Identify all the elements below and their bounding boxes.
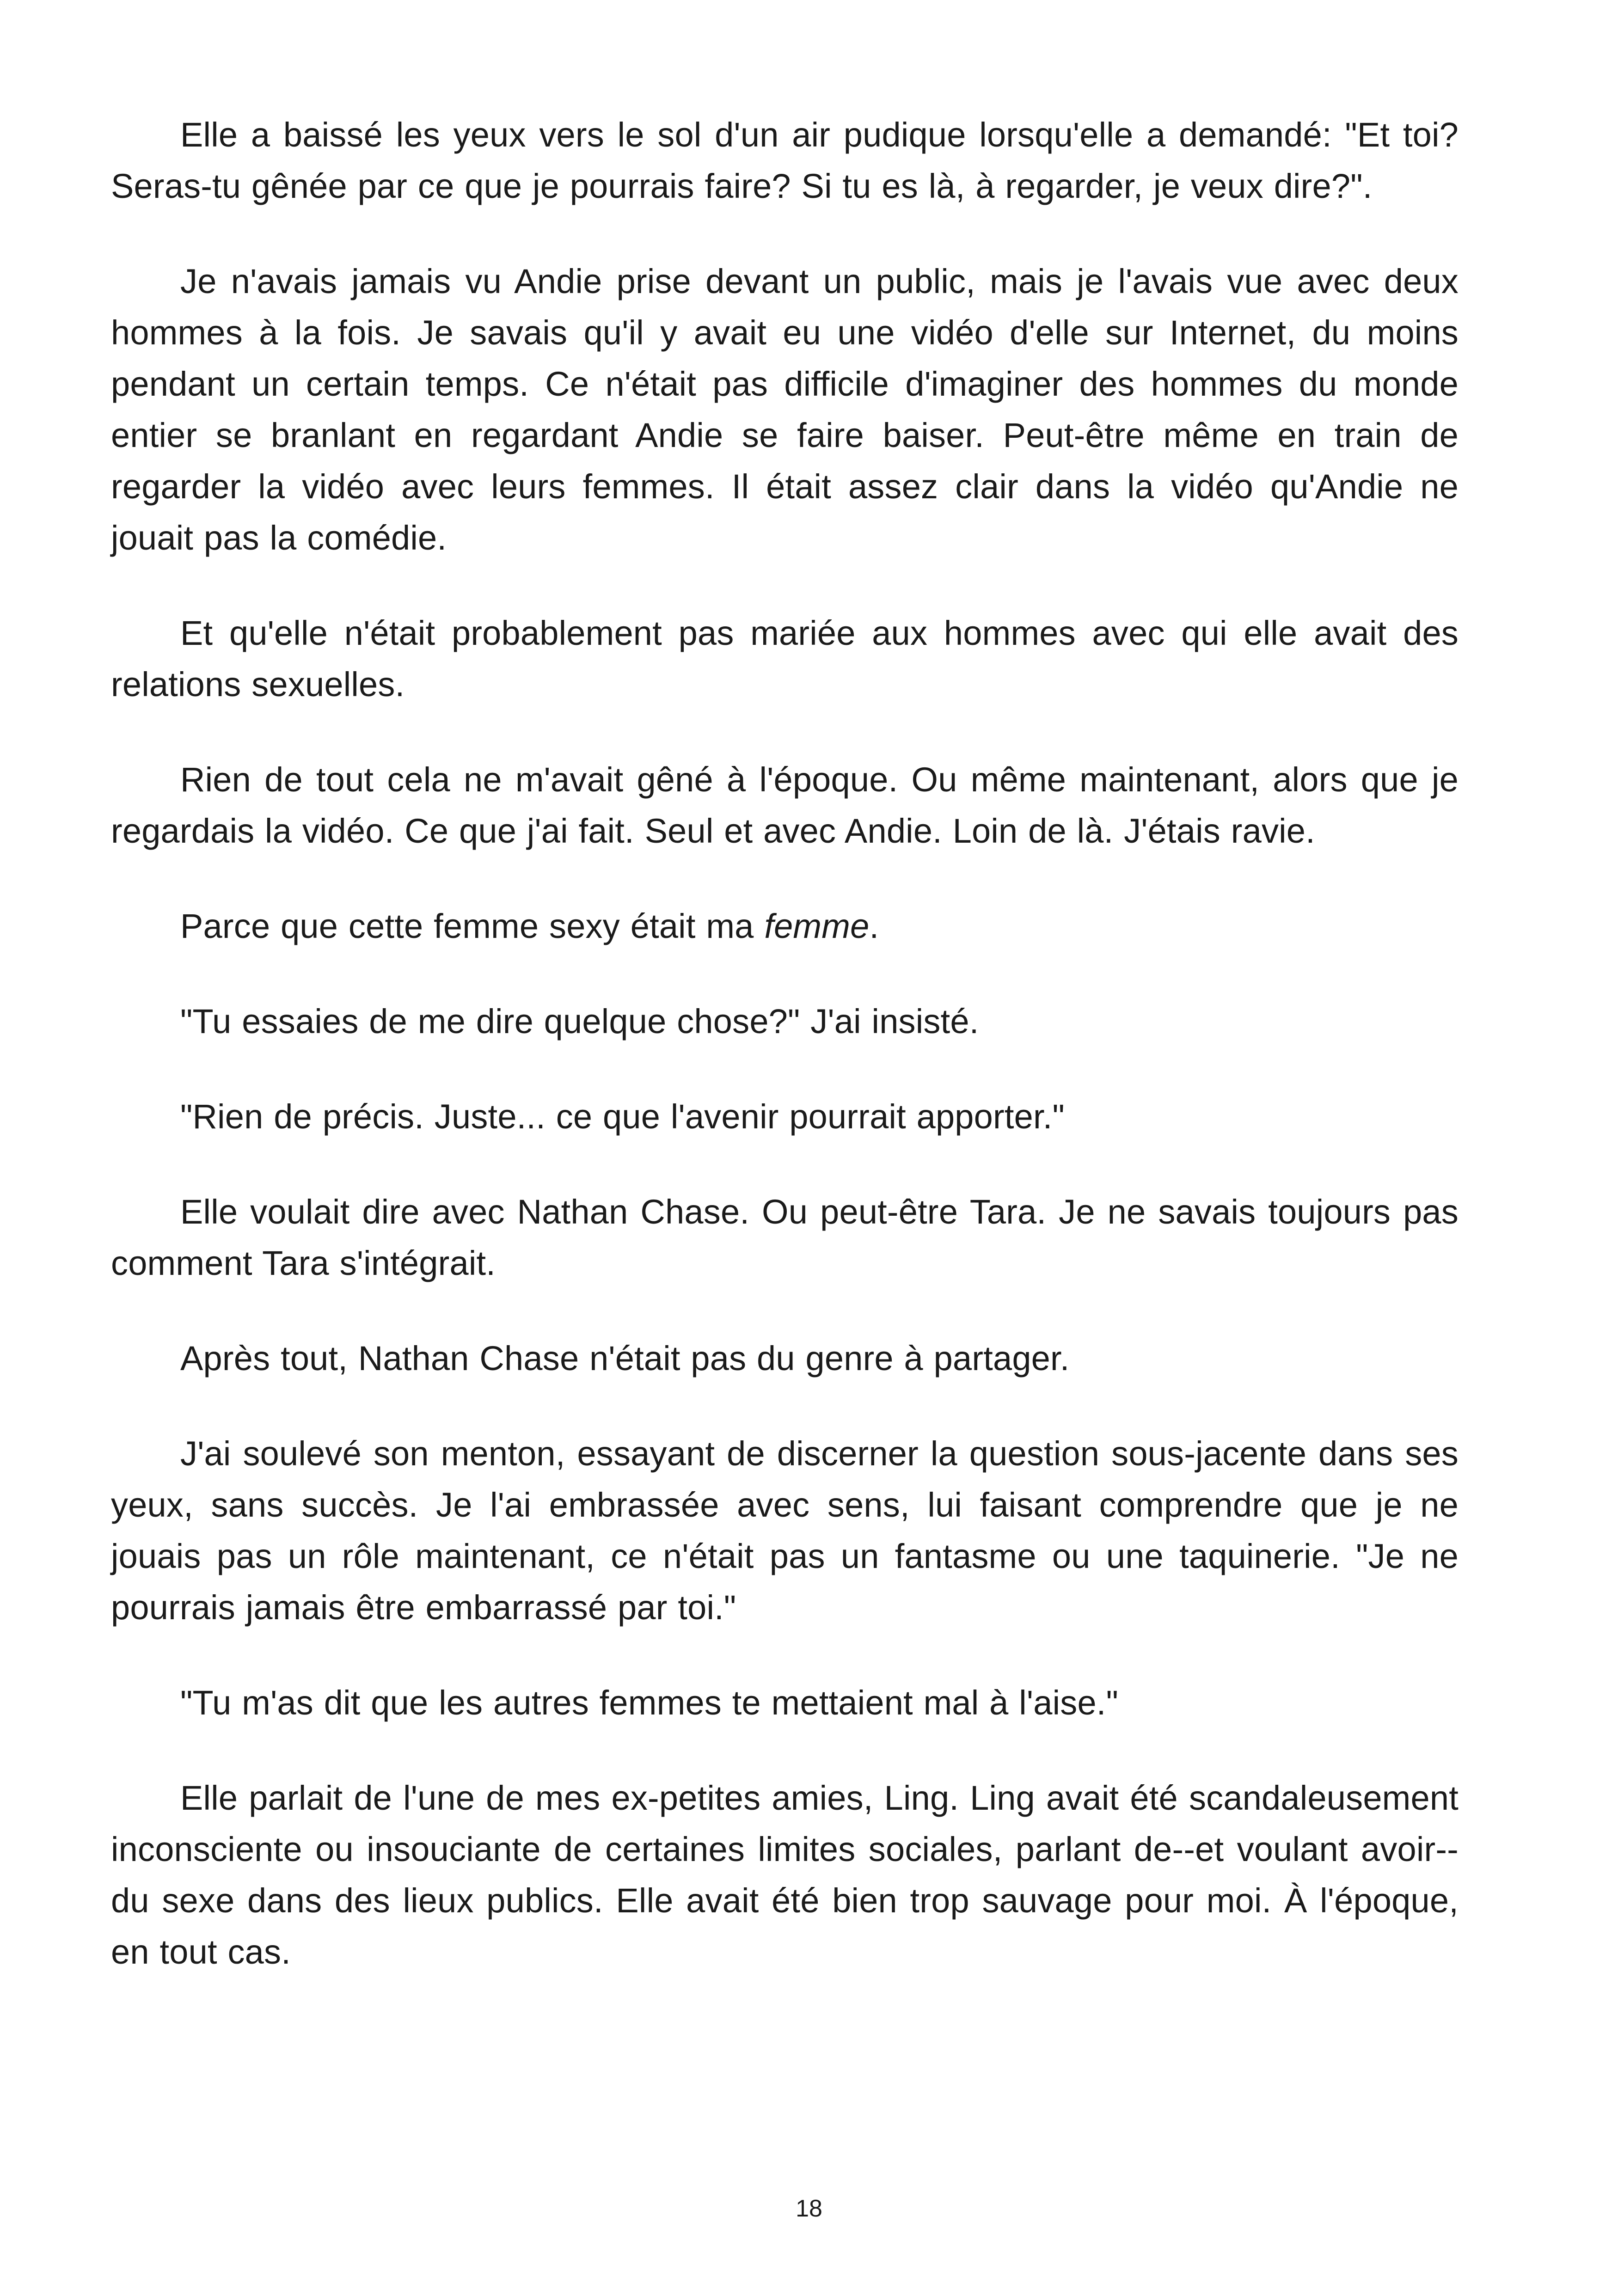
paragraph: Je n'avais jamais vu Andie prise devant un public, mais je l'avais vue avec deux hommes à la fois. Je savais qu'il y avait eu une vidéo d'elle sur Internet, du moins pendant un certain temps. Ce n'était pas difficile d'imaginer des hommes du monde entier se branlant en regardant Andie se faire baiser. Peut-être même en train de regarder la vidéo avec leurs femmes. Il était assez clair dans la vidéo qu'Andie ne jouait pas la comédie. <box>111 262 1459 557</box>
paragraph: J'ai soulevé son menton, essayant de discerner la question sous-jacente dans ses yeux, sans succès. Je l'ai embrassée avec sens, lui faisant comprendre que je ne jouais pas un rôle maintenant, ce n'était pas un fantasme ou une taquinerie. "Je ne pourrais jamais être embarrassé par toi." <box>111 1434 1459 1627</box>
paragraph: Elle parlait de l'une de mes ex-petites amies, Ling. Ling avait été scandaleusement inconsciente ou insouciante de certaines limites sociales, parlant de--et voulant avoir--du sexe dans des lieux publics. Elle avait été bien trop sauvage pour moi. À l'époque, en tout cas. <box>111 1779 1459 1971</box>
page-number: 18 <box>796 2195 822 2222</box>
paragraph: "Rien de précis. Juste... ce que l'avenir pourrait apporter." <box>180 1097 1065 1136</box>
emphasized-word: femme <box>764 907 870 945</box>
paragraph: Elle a baissé les yeux vers le sol d'un air pudique lorsqu'elle a demandé: "Et toi? Seras-tu gênée par ce que je pourrais faire? Si tu es là, à regarder, je veux dire?". <box>111 116 1459 205</box>
text-run: Parce que cette femme sexy était ma <box>180 907 765 945</box>
paragraph-emphasis <box>111 900 1459 952</box>
paragraph: Et qu'elle n'était probablement pas mariée aux hommes avec qui elle avait des relations sexuelles. <box>111 614 1459 704</box>
paragraph: "Tu m'as dit que les autres femmes te mettaient mal à l'aise." <box>180 1684 1119 1722</box>
paragraph: Après tout, Nathan Chase n'était pas du genre à partager. <box>180 1339 1070 1378</box>
paragraph: Elle voulait dire avec Nathan Chase. Ou peut-être Tara. Je ne savais toujours pas comment Tara s'intégrait. <box>111 1193 1459 1282</box>
paragraph: Rien de tout cela ne m'avait gêné à l'époque. Ou même maintenant, alors que je regardais la vidéo. Ce que j'ai fait. Seul et avec Andie. Loin de là. J'étais ravie. <box>111 760 1459 850</box>
page-body <box>111 109 1459 2021</box>
text-run: . <box>869 907 879 945</box>
paragraph: "Tu essaies de me dire quelque chose?" J'ai insisté. <box>180 1002 979 1041</box>
